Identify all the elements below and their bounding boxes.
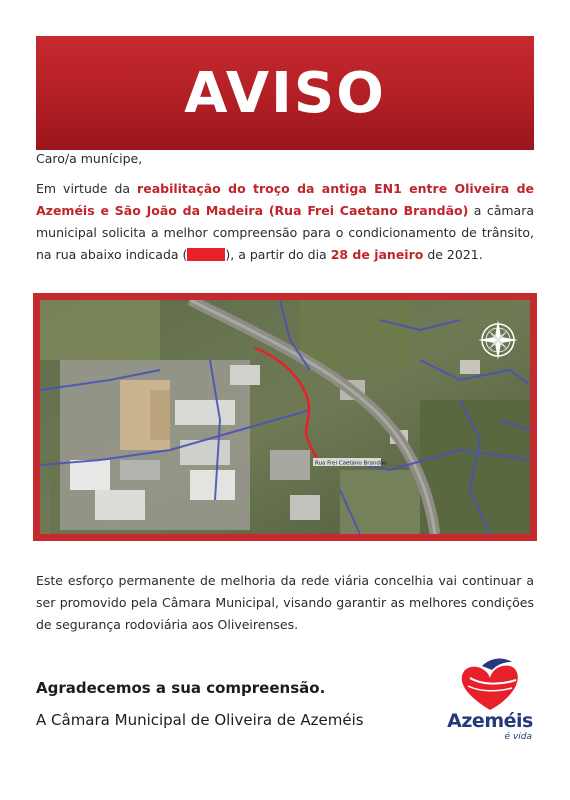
logo-name: Azeméis xyxy=(447,710,533,732)
page-title: AVISO xyxy=(184,60,386,126)
redaction-marker xyxy=(187,248,225,261)
text-segment: ), a partir do dia xyxy=(225,247,331,262)
greeting: Caro/a munícipe, xyxy=(36,151,143,166)
text-segment: Em virtude da xyxy=(36,181,138,196)
logo-tagline: é vida xyxy=(504,732,532,742)
azemeis-logo xyxy=(440,656,540,746)
text-segment: de 2021. xyxy=(423,247,483,262)
street-label: Rua Frei Caetano Brandão xyxy=(315,460,387,467)
text-segment: a câmara municipal solicita a melhor compreensão para o condicionamento de trânsito, na rua abaixo indicada ( xyxy=(36,203,535,262)
closing-paragraph: Este esforço permanente de melhoria da rede viária concelhia vai continuar a ser promovido pela Câmara Municipal, visando garantir as melhores condições de segurança rodoviária aos Oliveirenses. xyxy=(36,573,534,632)
aerial-map xyxy=(40,300,530,534)
map-frame xyxy=(33,293,537,541)
heart-logo-icon xyxy=(440,656,540,712)
thanks-line: Agradecemos a sua compreensão. xyxy=(36,679,326,697)
highlighted-road-section: reabilitação do troço da antiga EN1 entre Oliveira de Azeméis e São João da Madeira (Rua Frei Caetano Brandão) xyxy=(36,181,534,218)
signature: A Câmara Municipal de Oliveira de Azeméis xyxy=(36,711,364,729)
start-date: 28 de janeiro xyxy=(330,247,424,262)
notice-paragraph xyxy=(36,178,534,266)
header-banner xyxy=(36,36,534,150)
